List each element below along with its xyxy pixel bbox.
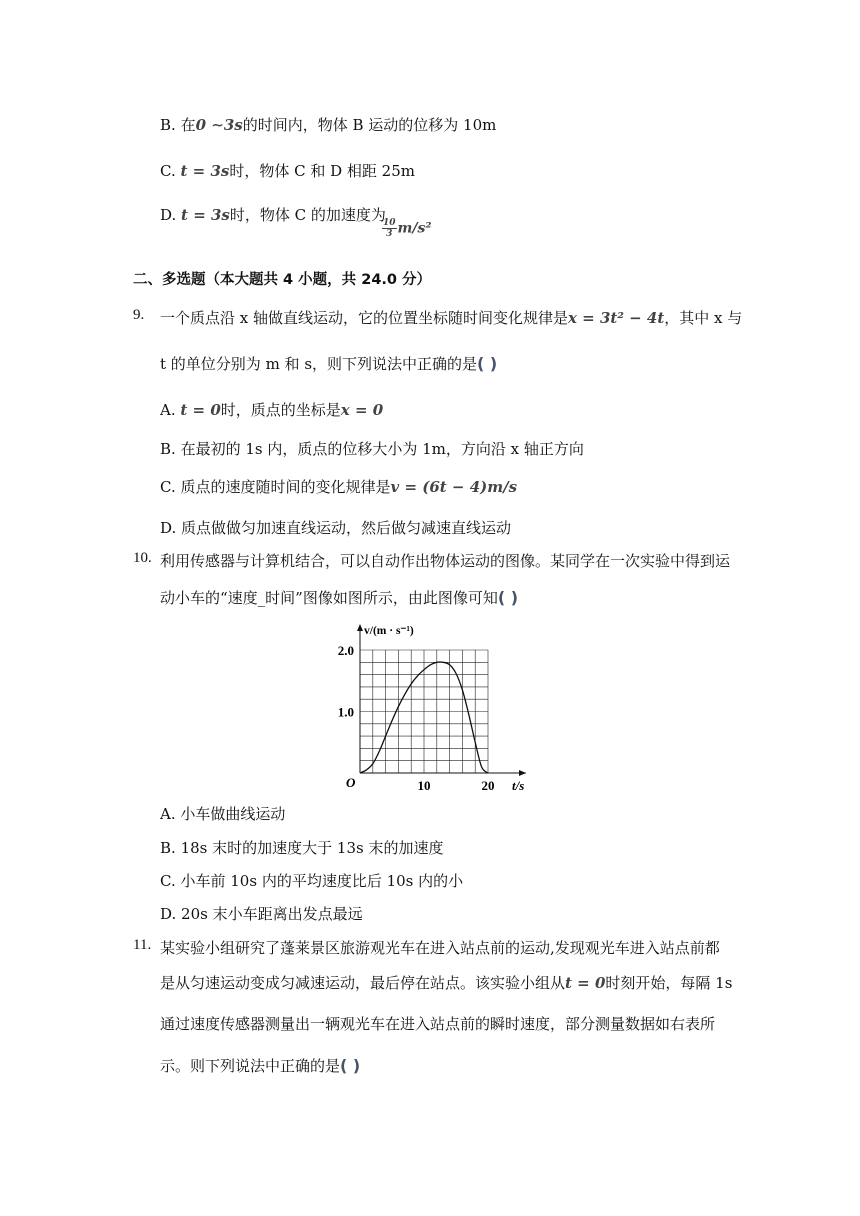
question-number: 10.: [133, 550, 152, 566]
option-text: 在: [180, 116, 196, 134]
q9-option-c: [160, 476, 517, 497]
option-text: 的时间内，物体 B 运动的位移为 10m: [242, 116, 497, 134]
option-text: 在最初的 1s 内，质点的位移大小为 1m，方向沿 x 轴正方向: [180, 440, 584, 458]
y-axis-arrow: [357, 624, 363, 631]
q9-option-d: [160, 517, 511, 538]
option-label: C.: [160, 872, 176, 890]
question-text: t 的单位分别为 m 和 s，则下列说法中正确的是: [160, 355, 478, 373]
option-label: C.: [160, 162, 176, 180]
fraction-denominator: 3: [386, 229, 393, 239]
question-number: 11.: [133, 937, 152, 953]
option-d-prev: [160, 204, 386, 225]
q10-option-d: [160, 903, 363, 924]
section-title: 二、多选题（本大题共 4 小题，共 24.0 分）: [133, 272, 432, 288]
option-label: A.: [160, 805, 176, 823]
q11-line1: 某实验小组研究了蓬莱景区旅游观光车在进入站点前的运动,发现观光车进入站点前都: [160, 939, 720, 957]
q10-option-c: [160, 870, 463, 891]
option-text: 时，物体 C 和 D 相距 25m: [229, 162, 415, 180]
y-axis-label: v/(m · s⁻¹): [364, 625, 414, 637]
formula-unit: m/s²: [397, 220, 432, 237]
option-text: 20s 末小车距离出发点最远: [181, 905, 363, 923]
option-c-prev: [160, 160, 415, 181]
option-text: 小车做曲线运动: [180, 805, 286, 823]
option-label: C.: [160, 478, 176, 496]
q11-line2: [160, 972, 732, 993]
q9-line1: [160, 307, 742, 328]
answer-parentheses: ( ): [477, 354, 498, 373]
fraction-numerator: 10: [383, 218, 396, 228]
answer-parentheses: ( ): [497, 588, 519, 607]
origin-label: O: [346, 775, 356, 790]
q10-option-b: [160, 837, 443, 858]
velocity-time-chart: [320, 618, 540, 798]
formula: v = (6t − 4)m/s: [390, 478, 518, 496]
option-text: 时，物体 C 的加速度为: [229, 206, 386, 224]
q11-line4: [160, 1055, 360, 1076]
option-label: B.: [160, 839, 176, 857]
formula: x = 3t² − 4t: [568, 309, 665, 327]
option-text: 质点的速度随时间的变化规律是: [180, 478, 391, 496]
x-axis-arrow: [519, 770, 526, 776]
question-number: 9.: [133, 307, 145, 323]
question-text: ，其中 x 与: [664, 309, 743, 327]
option-label: D.: [160, 206, 177, 224]
option-text: 质点做做匀加速直线运动，然后做匀减速直线运动: [181, 519, 512, 537]
x-axis-label: t/s: [512, 778, 525, 793]
x-tick-label: 10: [417, 778, 431, 793]
q10-line1: 利用传感器与计算机结合，可以自动作出物体运动的图像。某同学在一次实验中得到运: [160, 552, 731, 570]
formula: t = 3s: [180, 162, 230, 180]
option-label: B.: [160, 440, 176, 458]
q10-option-a: [160, 803, 285, 824]
question-text: 动小车的“速度_时间”图像如图所示，由此图像可知: [160, 589, 498, 607]
formula: t = 3s: [181, 206, 230, 224]
formula: x = 0: [340, 401, 384, 419]
option-label: D.: [160, 519, 177, 537]
question-text: 示。则下列说法中正确的是: [160, 1057, 341, 1075]
q10-line2: [160, 587, 518, 608]
option-text: 小车前 10s 内的平均速度比后 10s 内的小: [180, 872, 464, 890]
question-text: 是从匀速运动变成匀减速运动，最后停在站点。该实验小组从: [160, 974, 566, 992]
x-tick-label: 20: [481, 778, 495, 793]
option-label: B.: [160, 116, 176, 134]
y-tick-label: 1.0: [337, 704, 354, 720]
option-text: 18s 末时的加速度大于 13s 末的加速度: [180, 839, 444, 857]
question-text: 时刻开始，每隔 1s: [605, 974, 733, 992]
formula: t = 0: [180, 401, 221, 419]
option-b-prev: [160, 114, 496, 135]
q9-option-a: [160, 399, 383, 420]
answer-parentheses: ( ): [340, 1056, 361, 1075]
option-label: D.: [160, 905, 177, 923]
option-label: A.: [160, 401, 176, 419]
acceleration-formula: [382, 218, 431, 239]
q9-line2: [160, 353, 497, 374]
y-tick-label: 2.0: [337, 643, 354, 658]
q11-line3: 通过速度传感器测量出一辆观光车在进入站点前的瞬时速度，部分测量数据如右表所: [160, 1015, 716, 1033]
formula: t = 0: [565, 974, 606, 992]
formula: 0 ∼3s: [195, 116, 243, 134]
option-text: 时，质点的坐标是: [220, 401, 341, 419]
fraction: [382, 218, 397, 239]
question-text: 一个质点沿 x 轴做直线运动，它的位置坐标随时间变化规律是: [160, 309, 568, 327]
q9-option-b: [160, 438, 584, 459]
